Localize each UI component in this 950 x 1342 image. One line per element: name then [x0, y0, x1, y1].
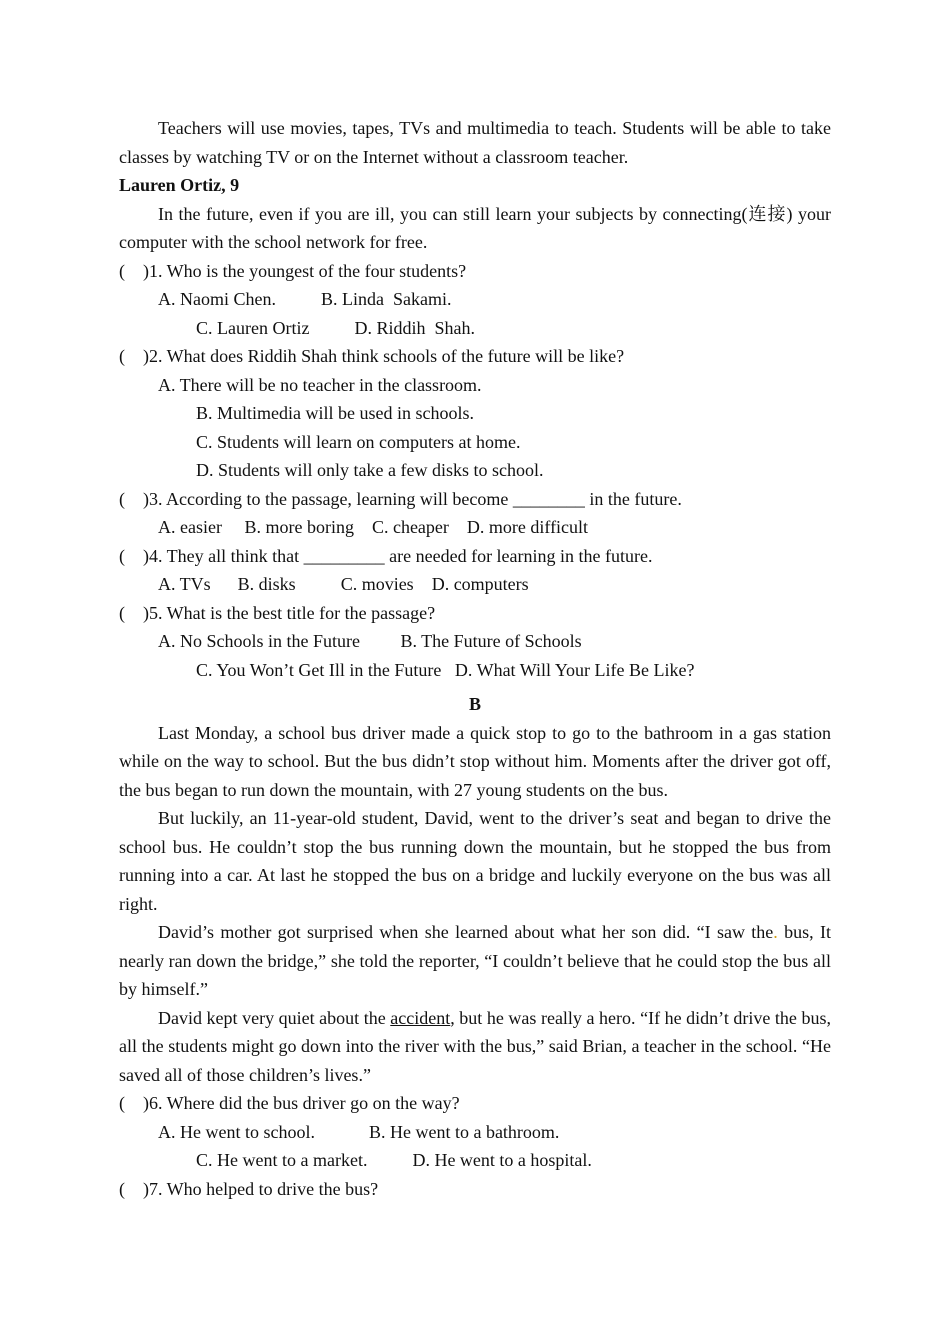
- question-7-stem: ( )7. Who helped to drive the bus?: [119, 1178, 379, 1199]
- question-5-options-row-2: C. You Won’t Get Ill in the Future D. What Will Your Life Be Like?: [196, 659, 695, 680]
- stray-mark: .: [773, 922, 778, 942]
- question-4-stem: ( )4. They all think that _________ are needed for learning in the future.: [119, 545, 653, 566]
- passage-b-paragraph-3: [119, 918, 831, 1004]
- paragraph-3-text-start: David’s mother got surprised when she learned about what her son did. “I saw the: [158, 922, 774, 942]
- author-heading: Lauren Ortiz, 9: [119, 175, 240, 195]
- question-5-options-row-1: A. No Schools in the Future B. The Future of Schools: [158, 631, 582, 651]
- question-2-option-b: B. Multimedia will be used in schools.: [196, 403, 474, 423]
- passage-b-paragraph-1: Last Monday, a school bus driver made a quick stop to go to the bathroom in a gas station while on the way to school. But the bus didn’t stop without him. Moments after the driver got off, the bus began to run down the mountain, with 27 young students on the bus.: [119, 722, 831, 800]
- paragraph-3-text-end: bus, It nearly ran down the bridge,” she told the reporter, “I couldn’t believe that he could stop the bus all by himself.”: [119, 922, 832, 999]
- question-4-options: A. TVs B. disks C. movies D. computers: [158, 574, 529, 594]
- question-3-options: A. easier B. more boring C. cheaper D. more difficult: [158, 517, 589, 537]
- question-2-stem: ( )2. What does Riddih Shah think schools of the future will be like?: [119, 346, 625, 366]
- question-3-stem: ( )3. According to the passage, learning will become ________ in the future.: [119, 488, 682, 509]
- question-1-stem: ( )1. Who is the youngest of the four students?: [119, 260, 467, 281]
- paragraph-4-text-start: David kept very quiet about the: [158, 1007, 391, 1028]
- question-6-stem: ( )6. Where did the bus driver go on the way?: [119, 1093, 460, 1113]
- document-page: [119, 114, 831, 1203]
- paragraph-4-text-end: , but he was really a hero. “If he didn’t drive the bus, all the students might go down into the river with the bus,” said Brian, a teacher in the school. “He saved all of those children’s lives.”: [119, 1007, 831, 1085]
- question-6-options-row-2: C. He went to a market. D. He went to a hospital.: [196, 1150, 592, 1170]
- passage-a-paragraph-2: In the future, even if you are ill, you can still learn your subjects by connecting(连接) your computer with the school network for free.: [119, 203, 831, 252]
- section-b-title: B: [468, 694, 481, 714]
- passage-a-paragraph-1: Teachers will use movies, tapes, TVs and multimedia to teach. Students will be able to take classes by watching TV or on the Internet without a classroom teacher.: [119, 118, 831, 167]
- question-2-option-c: C. Students will learn on computers at home.: [196, 431, 521, 452]
- question-6-options-row-1: A. He went to school. B. He went to a bathroom.: [158, 1121, 560, 1142]
- passage-b-paragraph-2: But luckily, an 11-year-old student, David, went to the driver’s seat and began to drive the school bus. He couldn’t stop the bus running down the mountain, but he stopped the bus from running into a car. At last he stopped the bus on a bridge and luckily everyone on the bus was all right.: [119, 808, 831, 914]
- question-1-options-row-2: C. Lauren Ortiz D. Riddih Shah.: [196, 317, 475, 338]
- question-1-options-row-1: A. Naomi Chen. B. Linda Sakami.: [158, 289, 452, 309]
- question-2-option-a: A. There will be no teacher in the classroom.: [158, 374, 482, 395]
- underlined-word: accident: [390, 1007, 451, 1028]
- question-5-stem: ( )5. What is the best title for the passage?: [119, 602, 436, 623]
- passage-b-paragraph-4: [119, 1004, 831, 1090]
- question-2-option-d: D. Students will only take a few disks to school.: [196, 460, 544, 480]
